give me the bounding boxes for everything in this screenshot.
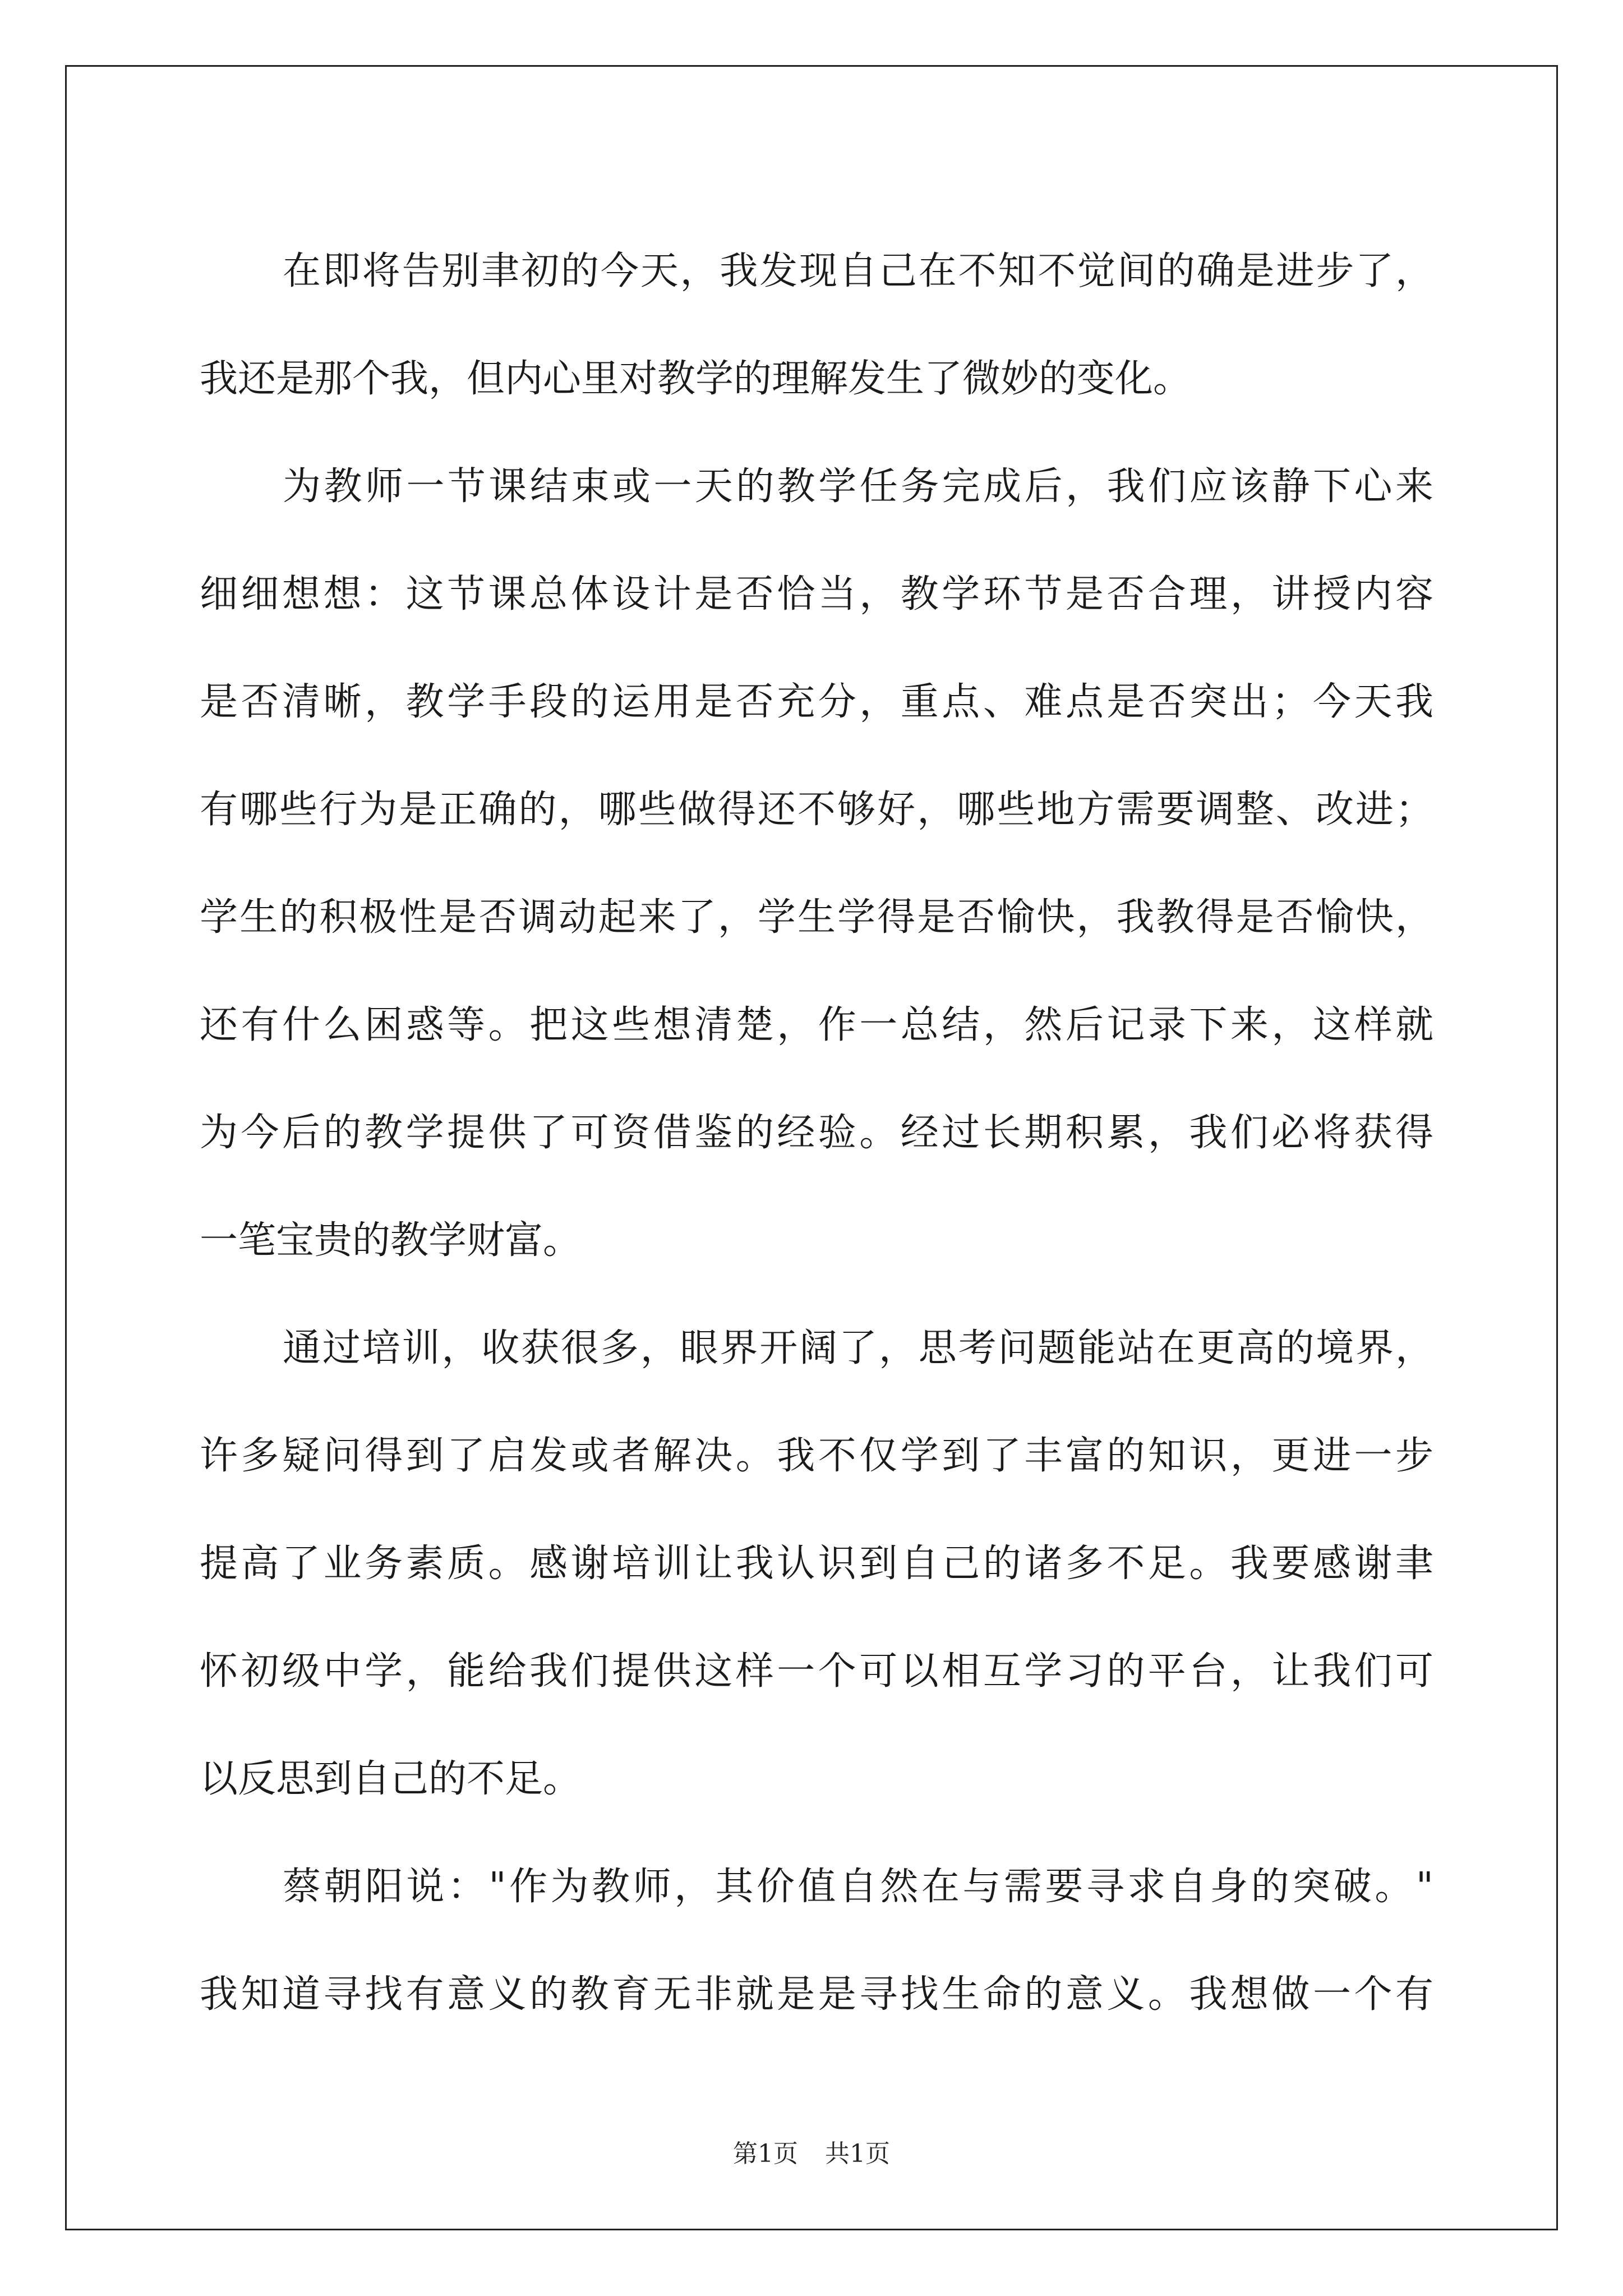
text-line: 以反思到自己的不足。 [200,1757,582,1801]
text-line: 细细想想：这节课总体设计是否恰当，教学环节是否合理，讲授内容 [200,572,1433,616]
text-line: 提高了业务素质。感谢培训让我认识到自己的诸多不足。我要感谢聿 [200,1542,1433,1586]
text-line: 为教师一节课结束或一天的教学任务完成后，我们应该静下心来 [283,464,1433,509]
text-line: 通过培训，收获很多，眼界开阔了，思考问题能站在更高的境界， [283,1326,1433,1370]
text-line: 怀初级中学，能给我们提供这样一个可以相互学习的平台，让我们可 [200,1649,1433,1694]
paragraph [200,433,1433,1295]
text-line: 是否清晰，教学手段的运用是否充分，重点、难点是否突出；今天我 [200,680,1433,724]
text-line: 在即将告别聿初的今天，我发现自己在不知不觉间的确是进步了， [283,249,1433,293]
text-line: 许多疑问得到了启发或者解决。我不仅学到了丰富的知识，更进一步 [200,1434,1433,1478]
text-line: 我知道寻找有意义的教育无非就是是寻找生命的意义。我想做一个有 [200,1972,1433,2017]
page-footer [0,2137,1623,2171]
page-total: 共1页 [825,2139,890,2168]
text-line: 我还是那个我，但内心里对教学的理解发生了微妙的变化。 [200,357,1192,401]
paragraph [200,1295,1433,1833]
paragraph [200,1833,1433,2049]
text-line: 一笔宝贵的教学财富。 [200,1218,582,1263]
text-line: 学生的积极性是否调动起来了，学生学得是否愉快，我教得是否愉快， [200,895,1433,940]
text-line: 蔡朝阳说："作为教师，其价值自然在与需要寻求自身的突破。" [283,1865,1433,1909]
page-number: 第1页 [733,2139,798,2168]
text-line: 为今后的教学提供了可资借鉴的经验。经过长期积累，我们必将获得 [200,1111,1433,1155]
text-line: 还有什么困惑等。把这些想清楚，作一总结，然后记录下来，这样就 [200,1003,1433,1047]
document-body [200,218,1433,2049]
paragraph [200,218,1433,433]
text-line: 有哪些行为是正确的，哪些做得还不够好，哪些地方需要调整、改进； [200,788,1433,832]
